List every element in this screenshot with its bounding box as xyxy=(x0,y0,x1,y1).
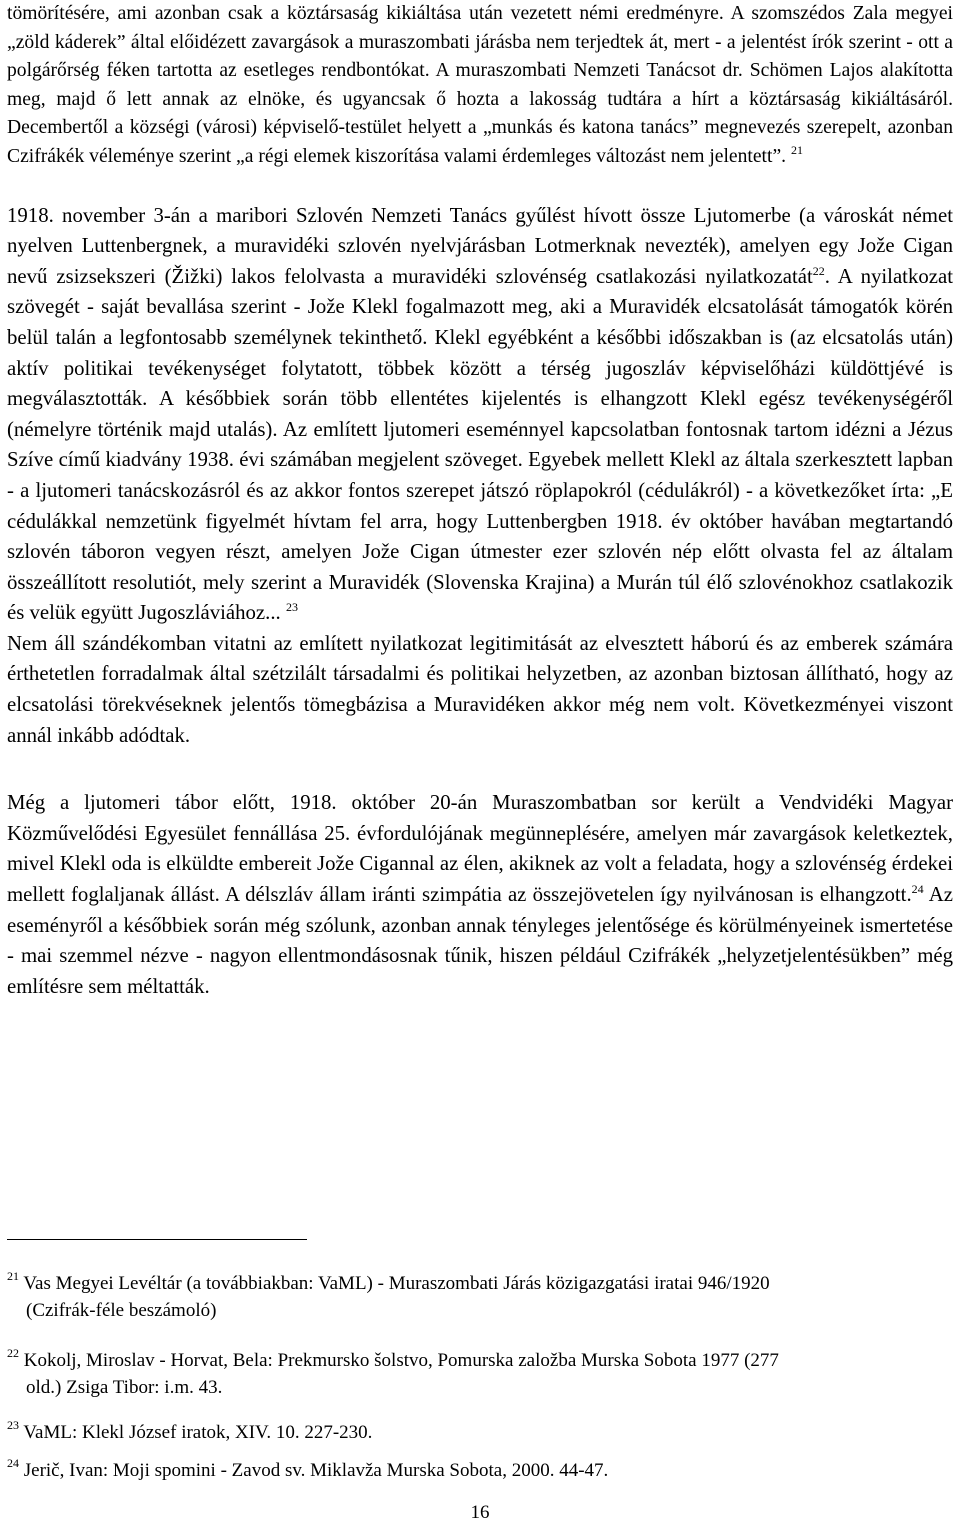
footnote-text-cont: (Czifrák-féle beszámoló) xyxy=(26,1300,217,1321)
paragraph-3: Nem áll szándékomban vitatni az említett nyilatkozat legitimitását az elvesztett háború és az emberek számára érthetetlen forradalmak által szétzilált társadalmi és politikai helyzetben, az azonban biztosan állítható, hogy az elcsatolási törekvéseknek jelentős tömegbázisa a Muravidéken akkor még nem volt. Következményei viszont annál inkább adódtak. xyxy=(7,631,953,747)
page-number: 16 xyxy=(470,1502,490,1523)
paragraph-4 xyxy=(7,788,953,1002)
footnote-22 xyxy=(7,1347,957,1401)
paragraph-2-text-b: . A nyilatkozat szövegét - saját bevallása szerint - Jože Klekl fogalmazott meg, aki a Muravidék elcsatolását támogatók körén belül talán a legfontosabb személynek tekinthető. Klekl egyébként a későbbi időszakban is (az elcsatolás után) aktív politikai tevékenységet folytatott, többek között a térség jugoszláv képviselőházi küldöttjévé is megválasztották. A későbbiek során több ellentétes kijelentés is elhangzott Klekl egész tevékenységéről (némelyre történik majd utalás). Az említett ljutomeri eseménnyel kapcsolatban fontosnak tartom idézni a Jézus Szíve című kiadvány 1938. évi számában megjelent szöveget. Egyebek mellett Klekl az általa szerkesztett lapban - a ljutomeri tanácskozásról és az akkor fontos szerepet játszó röplapokról (cédulákról) - a következőket írta: „E cédulákkal nemzetünk figyelmét hívtam fel arra, hogy Luttenbergben 1918. év október havában megtartandó szlovén táboron vegyen részt, amelyen Jože Cigan útmester ezer szlovén nép előtt olvasta fel az általam összeállított resolutiót, mely szerint a Muravidék (Slovenska Krajina) a Murán túl élő szlovénokhoz csatlakozik és velük együtt Jugoszláviához... xyxy=(7,264,953,625)
footnote-number: 23 xyxy=(7,1418,19,1432)
paragraph-4-text-a: Még a ljutomeri tábor előtt, 1918. október 20-án Muraszombatban sor került a Vendvidéki Magyar Közművelődési Egyesület fennállása 25. évfordulójának megünneplésére, amelyen már zavargások keletkeztek, mivel Klekl oda is elküldte embereit Jože Cigannal az élen, akiknek az volt a feladata, hogy a szlovénség érdekei mellett foglaljanak állást. A délszláv állam iránti szimpátia az összejövetelen így nyilvánosan is elhangzott. xyxy=(7,791,953,907)
footnote-text: Jerič, Ivan: Moji spomini - Zavod sv. Miklavža Murska Sobota, 2000. 44-47. xyxy=(23,1460,609,1481)
footnote-24 xyxy=(7,1457,957,1484)
footnote-number: 21 xyxy=(7,1269,19,1283)
footnote-separator xyxy=(7,1239,307,1240)
footnote-ref-22[interactable]: 22 xyxy=(812,263,825,278)
footnote-number: 22 xyxy=(7,1346,19,1360)
footnote-ref-24[interactable]: 24 xyxy=(911,882,924,897)
footnote-text: Kokolj, Miroslav - Horvat, Bela: Prekmursko šolstvo, Pomurska založba Murska Sobota 1977 (277 xyxy=(23,1350,779,1371)
footnote-text: Vas Megyei Levéltár (a továbbiakban: VaML) - Muraszombati Járás közigazgatási iratai 946/1920 xyxy=(23,1273,770,1294)
footnote-text: VaML: Klekl József iratok, XIV. 10. 227-230. xyxy=(23,1422,373,1443)
paragraph-1-text: tömörítésére, ami azonban csak a köztársaság kikiáltása után vezetett némi eredményre. A szomszédos Zala megyei „zöld káderek” által előidézett zavargások a muraszombati járásba nem terjedtek át, mert - a jelentést írók szerint - ott a polgárőrség féken tartotta az esetleges rendbontókat. A muraszombati Nemzeti Tanácsot dr. Schömen Lajos alakította meg, majd ő lett annak az elnöke, és ugyancsak ő hozta a lakosság tudtára a hírt a köztársaság kikiáltásáról. Decembertől a községi (városi) képviselő-testület helyett a „munkás és katona tanács” megnevezés szerepelt, azonban Czifrákék véleménye szerint „a régi elemek kiszorítása valami érdemleges változást nem jelentett”. xyxy=(7,3,953,167)
paragraph-4-text-b: Az eseményről a későbbiek során még szólunk, azonban annak tényleges jelentősége és körülményeinek ismertetése - mai szemmel nézve - nagyon ellentmondásosnak tűnik, hiszen például Czifrákék „helyzetjelentésükben” még említésre sem méltatták. xyxy=(7,883,953,998)
footnote-23 xyxy=(7,1419,957,1446)
footnote-21 xyxy=(7,1270,957,1324)
paragraph-1 xyxy=(7,0,953,172)
footnote-ref-21[interactable]: 21 xyxy=(790,142,803,157)
document-body xyxy=(7,0,953,1002)
footnote-ref-23[interactable]: 23 xyxy=(285,600,298,615)
paragraph-2 xyxy=(7,201,953,629)
paragraph-2-text-a: 1918. november 3-án a maribori Szlovén Nemzeti Tanács gyűlést hívott össze Ljutomerbe (a városkát német nyelven Luttenbergnek, a muravidéki szlovén nyelvjárásban Lotmerknak nevezték), amelyen egy Jože Cigan nevű zsizsekszeri (Žižki) lakos felolvasta a muravidéki szlovénség csatlakozási nyilatkozatát xyxy=(7,203,953,288)
footnote-text-cont: old.) Zsiga Tibor: i.m. 43. xyxy=(26,1377,223,1398)
footnote-number: 24 xyxy=(7,1456,19,1470)
